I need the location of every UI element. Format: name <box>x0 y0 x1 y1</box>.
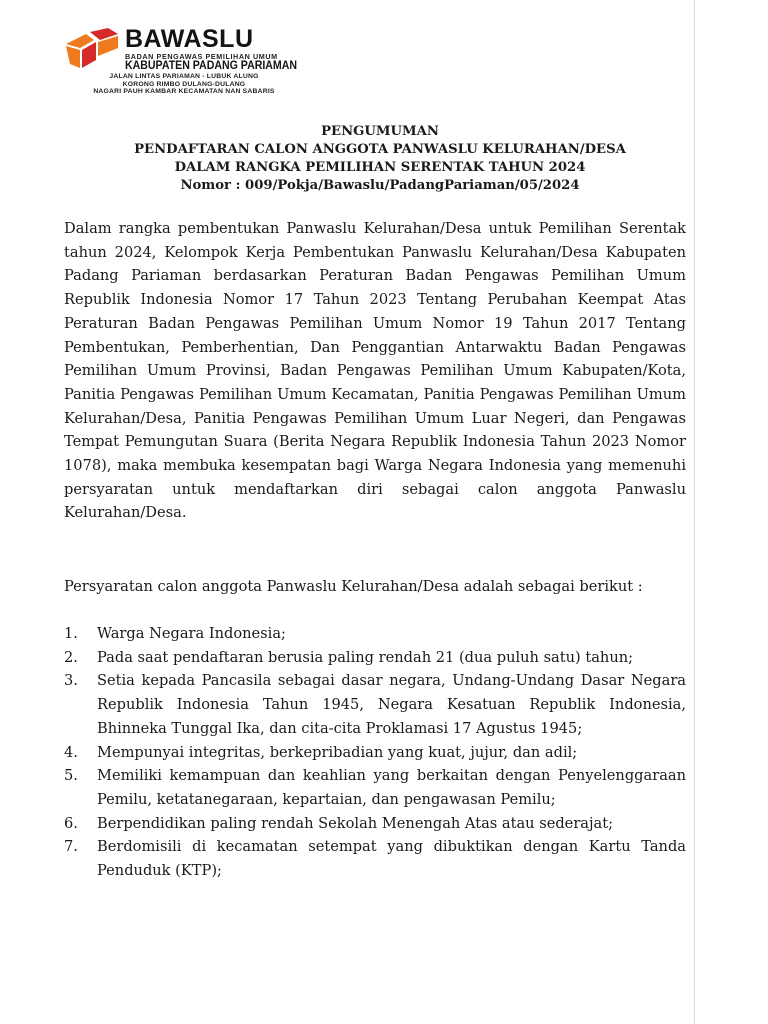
letterhead <box>64 26 304 98</box>
organization-name: BADAN PENGAWAS PEMILIHAN UMUM <box>125 52 278 61</box>
requirements-list <box>64 622 686 883</box>
brand-name: BAWASLU <box>125 25 254 53</box>
list-item <box>64 764 686 811</box>
list-number: 1. <box>64 625 78 642</box>
bawaslu-logo <box>64 26 122 72</box>
address-line: JALAN LINTAS PARIAMAN - LUBUK ALUNG <box>109 73 259 80</box>
list-text: Mempunyai integritas, berkepribadian yang kuat, jujur, dan adil; <box>97 743 578 761</box>
address-line: KORONG RIMBO DULANG-DULANG <box>122 80 246 88</box>
list-number: 3. <box>64 672 78 690</box>
list-item <box>64 669 686 740</box>
list-text: Pada saat pendaftaran berusia paling rendah 21 (dua puluh satu) tahun; <box>97 648 634 666</box>
list-text: Setia kepada Pancasila sebagai dasar negara, Undang-Undang Dasar Negara Republik Indonesia Tahun 1945, Negara Kesatuan Republik Indonesia, Bhinneka Tunggal Ika, dan cita-cita Proklamasi 17 Agustus 1945; <box>97 672 686 737</box>
intro-paragraph: Dalam rangka pembentukan Panwaslu Kelurahan/Desa untuk Pemilihan Serentak tahun 2024, Kelompok Kerja Pembentukan Panwaslu Kelurahan/Desa Kabupaten Padang Pariaman berdasarkan Peraturan Badan Pengawas Pemilihan Umum Republik Indonesia Nomor 17 Tahun 2023 Tentang Perubahan Keempat Atas Peraturan Badan Pengawas Pemilihan Umum Nomor 19 Tahun 2017 Tentang Pembentukan, Pemberhentian, Dan Penggantian Antarwaktu Badan Pengawas Pemilihan Umum Provinsi, Badan Pengawas Pemilihan Umum Kabupaten/Kota, Panitia Pengawas Pemilihan Umum Kecamatan, Panitia Pengawas Pemilihan Umum Kelurahan/Desa, Panitia Pengawas Pemilihan Umum Luar Negeri, dan Pengawas Tempat Pemungutan Suara (Berita Negara Republik Indonesia Tahun 2023 Nomor 1078), maka membuka kesempatan bagi Warga Negara Indonesia yang memenuhi persyaratan untuk mendaftarkan diri sebagai calon anggota Panwaslu Kelurahan/Desa. <box>64 220 686 522</box>
list-text: Memiliki kemampuan dan keahlian yang berkaitan dengan Penyelenggaraan Pemilu, ketatanegaraan, kepartaian, dan pengawasan Pemilu; <box>97 767 686 808</box>
list-item <box>64 622 686 646</box>
list-text: Berdomisili di kecamatan setempat yang dibuktikan dengan Kartu Tanda Penduduk (KTP); <box>97 838 686 880</box>
announcement-title <box>60 123 700 195</box>
list-number: 5. <box>64 767 78 785</box>
list-item <box>64 646 686 670</box>
list-text: Berpendidikan paling rendah Sekolah Menengah Atas atau sederajat; <box>97 814 613 832</box>
title-context: DALAM RANGKA PEMILIHAN SERENTAK TAHUN 2024 <box>174 160 586 175</box>
office-address <box>64 73 304 96</box>
list-item <box>64 812 686 836</box>
document-number: Nomor : 009/Pokja/Bawaslu/PadangPariaman/05/2024 <box>180 178 580 193</box>
list-item <box>64 835 686 882</box>
regency-name: KABUPATEN PADANG PARIAMAN <box>125 60 298 72</box>
list-number: 6. <box>64 814 78 832</box>
title-subject: PENDAFTARAN CALON ANGGOTA PANWASLU KELURAHAN/DESA <box>134 142 626 157</box>
requirements-intro: Persyaratan calon anggota Panwaslu Kelurahan/Desa adalah sebagai berikut : <box>64 578 643 595</box>
title-heading: PENGUMUMAN <box>321 124 439 139</box>
list-item <box>64 741 686 765</box>
list-number: 2. <box>64 648 78 666</box>
address-line: NAGARI PAUH KAMBAR KECAMATAN NAN SABARIS <box>93 88 275 96</box>
list-number: 4. <box>64 743 78 761</box>
list-number: 7. <box>64 838 78 856</box>
list-text: Warga Negara Indonesia; <box>97 625 286 642</box>
